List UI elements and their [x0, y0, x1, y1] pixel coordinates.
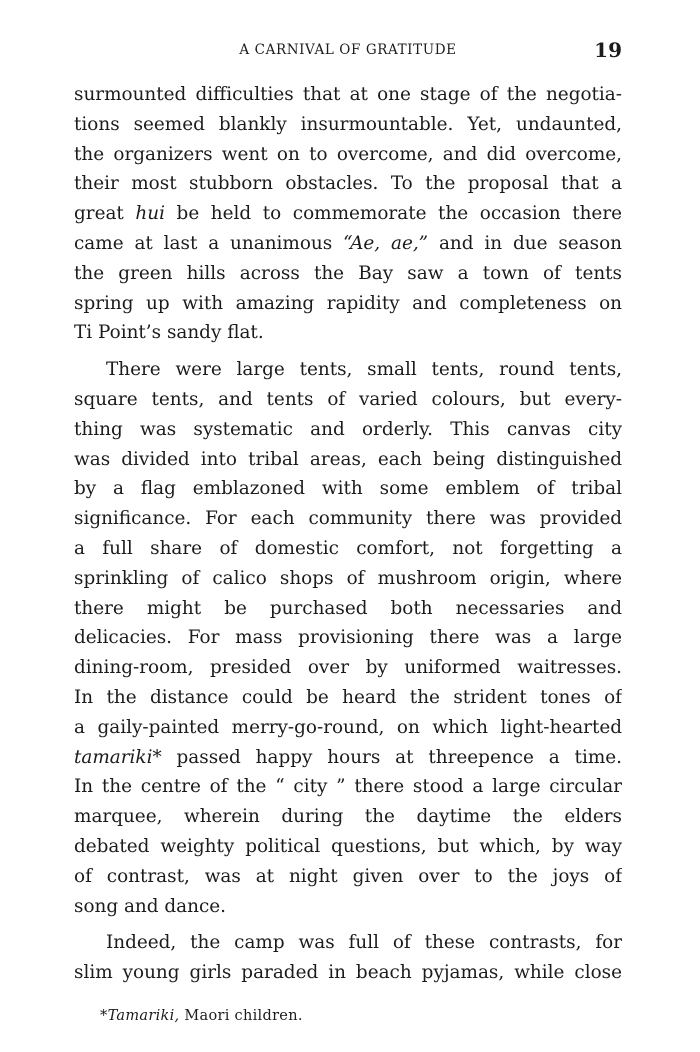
- text-line: tions seemed blankly insurmountable. Yet, undaunted,: [74, 113, 622, 135]
- text-line: the green hills across the Bay saw a town of tents: [74, 262, 622, 284]
- text-line: marquee, wherein during the daytime the elders: [74, 806, 622, 828]
- running-head: [74, 38, 622, 62]
- text-line: Ti Point’s sandy flat.: [74, 322, 264, 344]
- text-line: by a flag emblazoned with some emblem of tribal: [74, 478, 622, 500]
- text-line: [74, 229, 622, 259]
- text-span: came at last a unanimous: [74, 232, 344, 254]
- text-line: song and dance.: [74, 895, 227, 917]
- text-line: was divided into tribal areas, each being distinguished: [74, 448, 622, 470]
- footnote-text: Maori children.: [179, 1008, 303, 1024]
- text-span: * passed happy hours at threepence a time.: [152, 746, 622, 768]
- text-line: there might be purchased both necessaries and: [74, 597, 622, 619]
- text-line: dining-room, presided over by uniformed waitresses.: [74, 657, 622, 679]
- text-line: In the centre of the “ city ” there stood a large circular: [74, 776, 622, 798]
- text-line: a gaily-painted merry-go-round, on which light-hearted: [74, 716, 622, 738]
- text-line: [74, 743, 622, 773]
- text-line: In the distance could be heard the strident tones of: [74, 686, 622, 708]
- text-line: delicacies. For mass provisioning there was a large: [74, 627, 622, 649]
- text-line: significance. For each community there was provided: [74, 508, 622, 530]
- text-line: [74, 199, 622, 229]
- text-line: a full share of domestic comfort, not forgetting a: [74, 537, 622, 559]
- running-title: A CARNIVAL OF GRATITUDE: [239, 42, 457, 58]
- page-number: 19: [594, 38, 622, 62]
- text-line: of contrast, was at night given over to the joys of: [74, 865, 622, 887]
- text-line: There were large tents, small tents, round tents,: [106, 359, 622, 381]
- italic-term: hui: [135, 203, 165, 225]
- text-span: and in due season: [428, 232, 622, 254]
- footnote-marker: *: [100, 1008, 108, 1024]
- paragraph-1: [74, 80, 622, 348]
- text-span: great: [74, 203, 136, 225]
- text-line: thing was systematic and orderly. This canvas city: [74, 418, 622, 440]
- text-line: spring up with amazing rapidity and completeness on: [74, 292, 622, 314]
- paragraph-2: [74, 355, 622, 921]
- text-line: the organizers went on to overcome, and did overcome,: [74, 143, 622, 165]
- footnote-term: Tamariki,: [107, 1008, 180, 1024]
- text-line: square tents, and tents of varied colours, but every-: [74, 388, 622, 410]
- text-line: slim young girls paraded in beach pyjamas, while close: [74, 962, 622, 984]
- body-text: [74, 80, 622, 988]
- text-line: their most stubborn obstacles. To the proposal that a: [74, 173, 622, 195]
- paragraph-3: [74, 928, 622, 988]
- text-line: sprinkling of calico shops of mushroom origin, where: [74, 567, 622, 589]
- footnote: [100, 1008, 303, 1024]
- text-span: be held to commemorate the occasion there: [164, 203, 622, 225]
- text-line: debated weighty political questions, but which, by way: [74, 835, 622, 857]
- italic-term: tamariki: [74, 746, 153, 768]
- italic-term: “Ae, ae,”: [343, 232, 429, 254]
- text-line: surmounted difficulties that at one stage of the negotia-: [74, 84, 622, 105]
- text-line: Indeed, the camp was full of these contrasts, for: [106, 932, 622, 954]
